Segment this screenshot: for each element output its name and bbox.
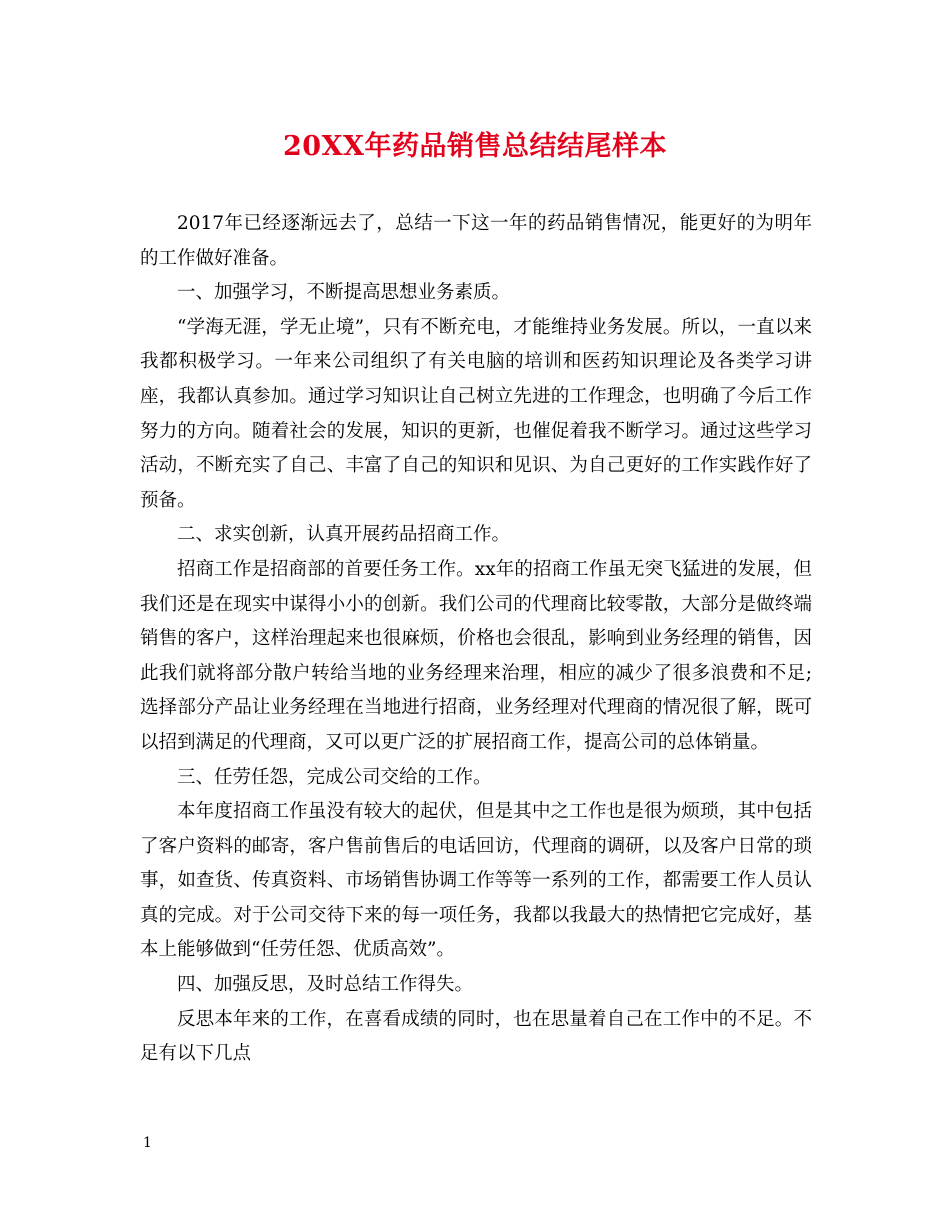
section-heading-1: 一、加强学习，不断提高思想业务素质。 — [177, 282, 511, 304]
document-body — [140, 207, 812, 1072]
paragraph-work: 本年度招商工作虽没有较大的起伏，但是其中之工作也是很为烦琐，其中包括了客户资料的邮寄，客户售前售后的电话回访，代理商的调研，以及客户日常的琐事，如查货、传真资料、市场销售协调工作等等一系列的工作，都需要工作人员认真的完成。对于公司交待下来的每一项任务，我都以我最大的热情把它完成好，基本上能够做到“任劳任怨、优质高效”。 — [140, 801, 812, 961]
paragraph-reflection: 反思本年来的工作，在喜看成绩的同时，也在思量着自己在工作中的不足。不足有以下几点 — [140, 1008, 812, 1065]
page-number: 1 — [143, 1135, 152, 1151]
paragraph-learning: “学海无涯，学无止境”，只有不断充电，才能维持业务发展。所以，一直以来我都积极学习。一年来公司组织了有关电脑的培训和医药知识理论及各类学习讲座，我都认真参加。通过学习知识让自己树立先进的工作理念，也明确了今后工作努力的方向。随着社会的发展，知识的更新，也催促着我不断学习。通过这些学习活动，不断充实了自己、丰富了自己的知识和见识、为自己更好的工作实践作好了预备。 — [140, 316, 812, 511]
paragraph-investment: 招商工作是招商部的首要任务工作。xx年的招商工作虽无突飞猛进的发展，但我们还是在现实中谋得小小的创新。我们公司的代理商比较零散，大部分是做终端销售的客户，这样治理起来也很麻烦，价格也会很乱，影响到业务经理的销售，因此我们就将部分散户转给当地的业务经理来治理，相应的减少了很多浪费和不足;选择部分产品让业务经理在当地进行招商，业务经理对代理商的情况很了解，既可以招到满足的代理商，又可以更广泛的扩展招商工作，提高公司的总体销量。 — [140, 558, 812, 753]
section-heading-4: 四、加强反思，及时总结工作得失。 — [177, 974, 474, 996]
paragraph-intro: 2017年已经逐渐远去了，总结一下这一年的药品销售情况，能更好的为明年的工作做好准备。 — [140, 213, 812, 269]
section-heading-3: 三、任劳任怨，完成公司交给的工作。 — [177, 766, 492, 788]
section-heading-2: 二、求实创新，认真开展药品招商工作。 — [177, 524, 511, 546]
document-title: 20XX年药品销售总结结尾样本 — [283, 131, 667, 162]
